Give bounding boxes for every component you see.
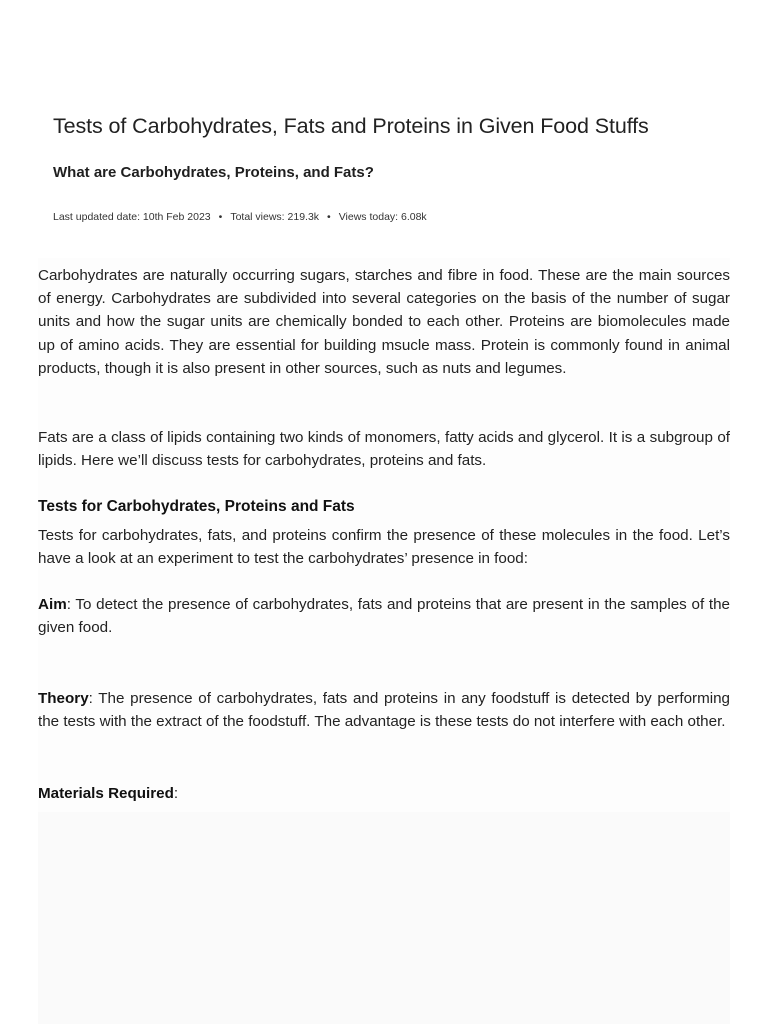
- materials-label: Materials Required: [38, 785, 174, 802]
- content-placeholder-area: [38, 812, 730, 1024]
- aim-text: : To detect the presence of carbohydrates, fats and proteins that are present in the samples of the given food.: [38, 596, 730, 637]
- materials-colon: :: [173, 785, 179, 802]
- theory-paragraph: [38, 687, 730, 733]
- theory-label: Theory: [38, 690, 89, 707]
- aim-paragraph: [38, 593, 730, 639]
- article-header: [38, 90, 730, 240]
- meta-separator: •: [218, 211, 223, 223]
- page-subtitle: What are Carbohydrates, Proteins, and Fats?: [53, 164, 374, 181]
- theory-text: : The presence of carbohydrates, fats and proteins in any foodstuff is detected by performing the tests with the extract of the foodstuff. The advantage is these tests do not interfere with each other.: [38, 690, 730, 731]
- total-views: Total views: 219.3k: [230, 211, 320, 223]
- article-meta: [53, 211, 427, 223]
- intro-paragraph-2: Fats are a class of lipids containing two kinds of monomers, fatty acids and glycerol. It is a subgroup of lipids. Here we’ll discuss tests for carbohydrates, proteins and fats.: [38, 429, 730, 470]
- views-today: Views today: 6.08k: [338, 211, 427, 223]
- tests-paragraph: Tests for carbohydrates, fats, and proteins confirm the presence of these molecules in the food. Let’s have a look at an experiment to test the carbohydrates’ presence in food:: [38, 527, 730, 568]
- meta-separator: •: [327, 211, 331, 223]
- tests-section-heading: Tests for Carbohydrates, Proteins and Fats: [38, 498, 355, 515]
- intro-paragraph-1: Carbohydrates are naturally occurring sugars, starches and fibre in food. These are the main sources of energy. Carbohydrates are subdivided into several categories on the basis of the number of sugar units and how the sugar units are chemically bonded to each other. Proteins are biomolecules made up of amino acids. They are essential for building msucle mass. Protein is commonly found in animal products, though it is also present in other sources, such as nuts and legumes.: [38, 267, 730, 377]
- page-title: Tests of Carbohydrates, Fats and Proteins in Given Food Stuffs: [53, 114, 649, 138]
- materials-heading: [38, 782, 730, 805]
- aim-label: Aim: [38, 596, 67, 613]
- last-updated-date: Last updated date: 10th Feb 2023: [53, 211, 211, 223]
